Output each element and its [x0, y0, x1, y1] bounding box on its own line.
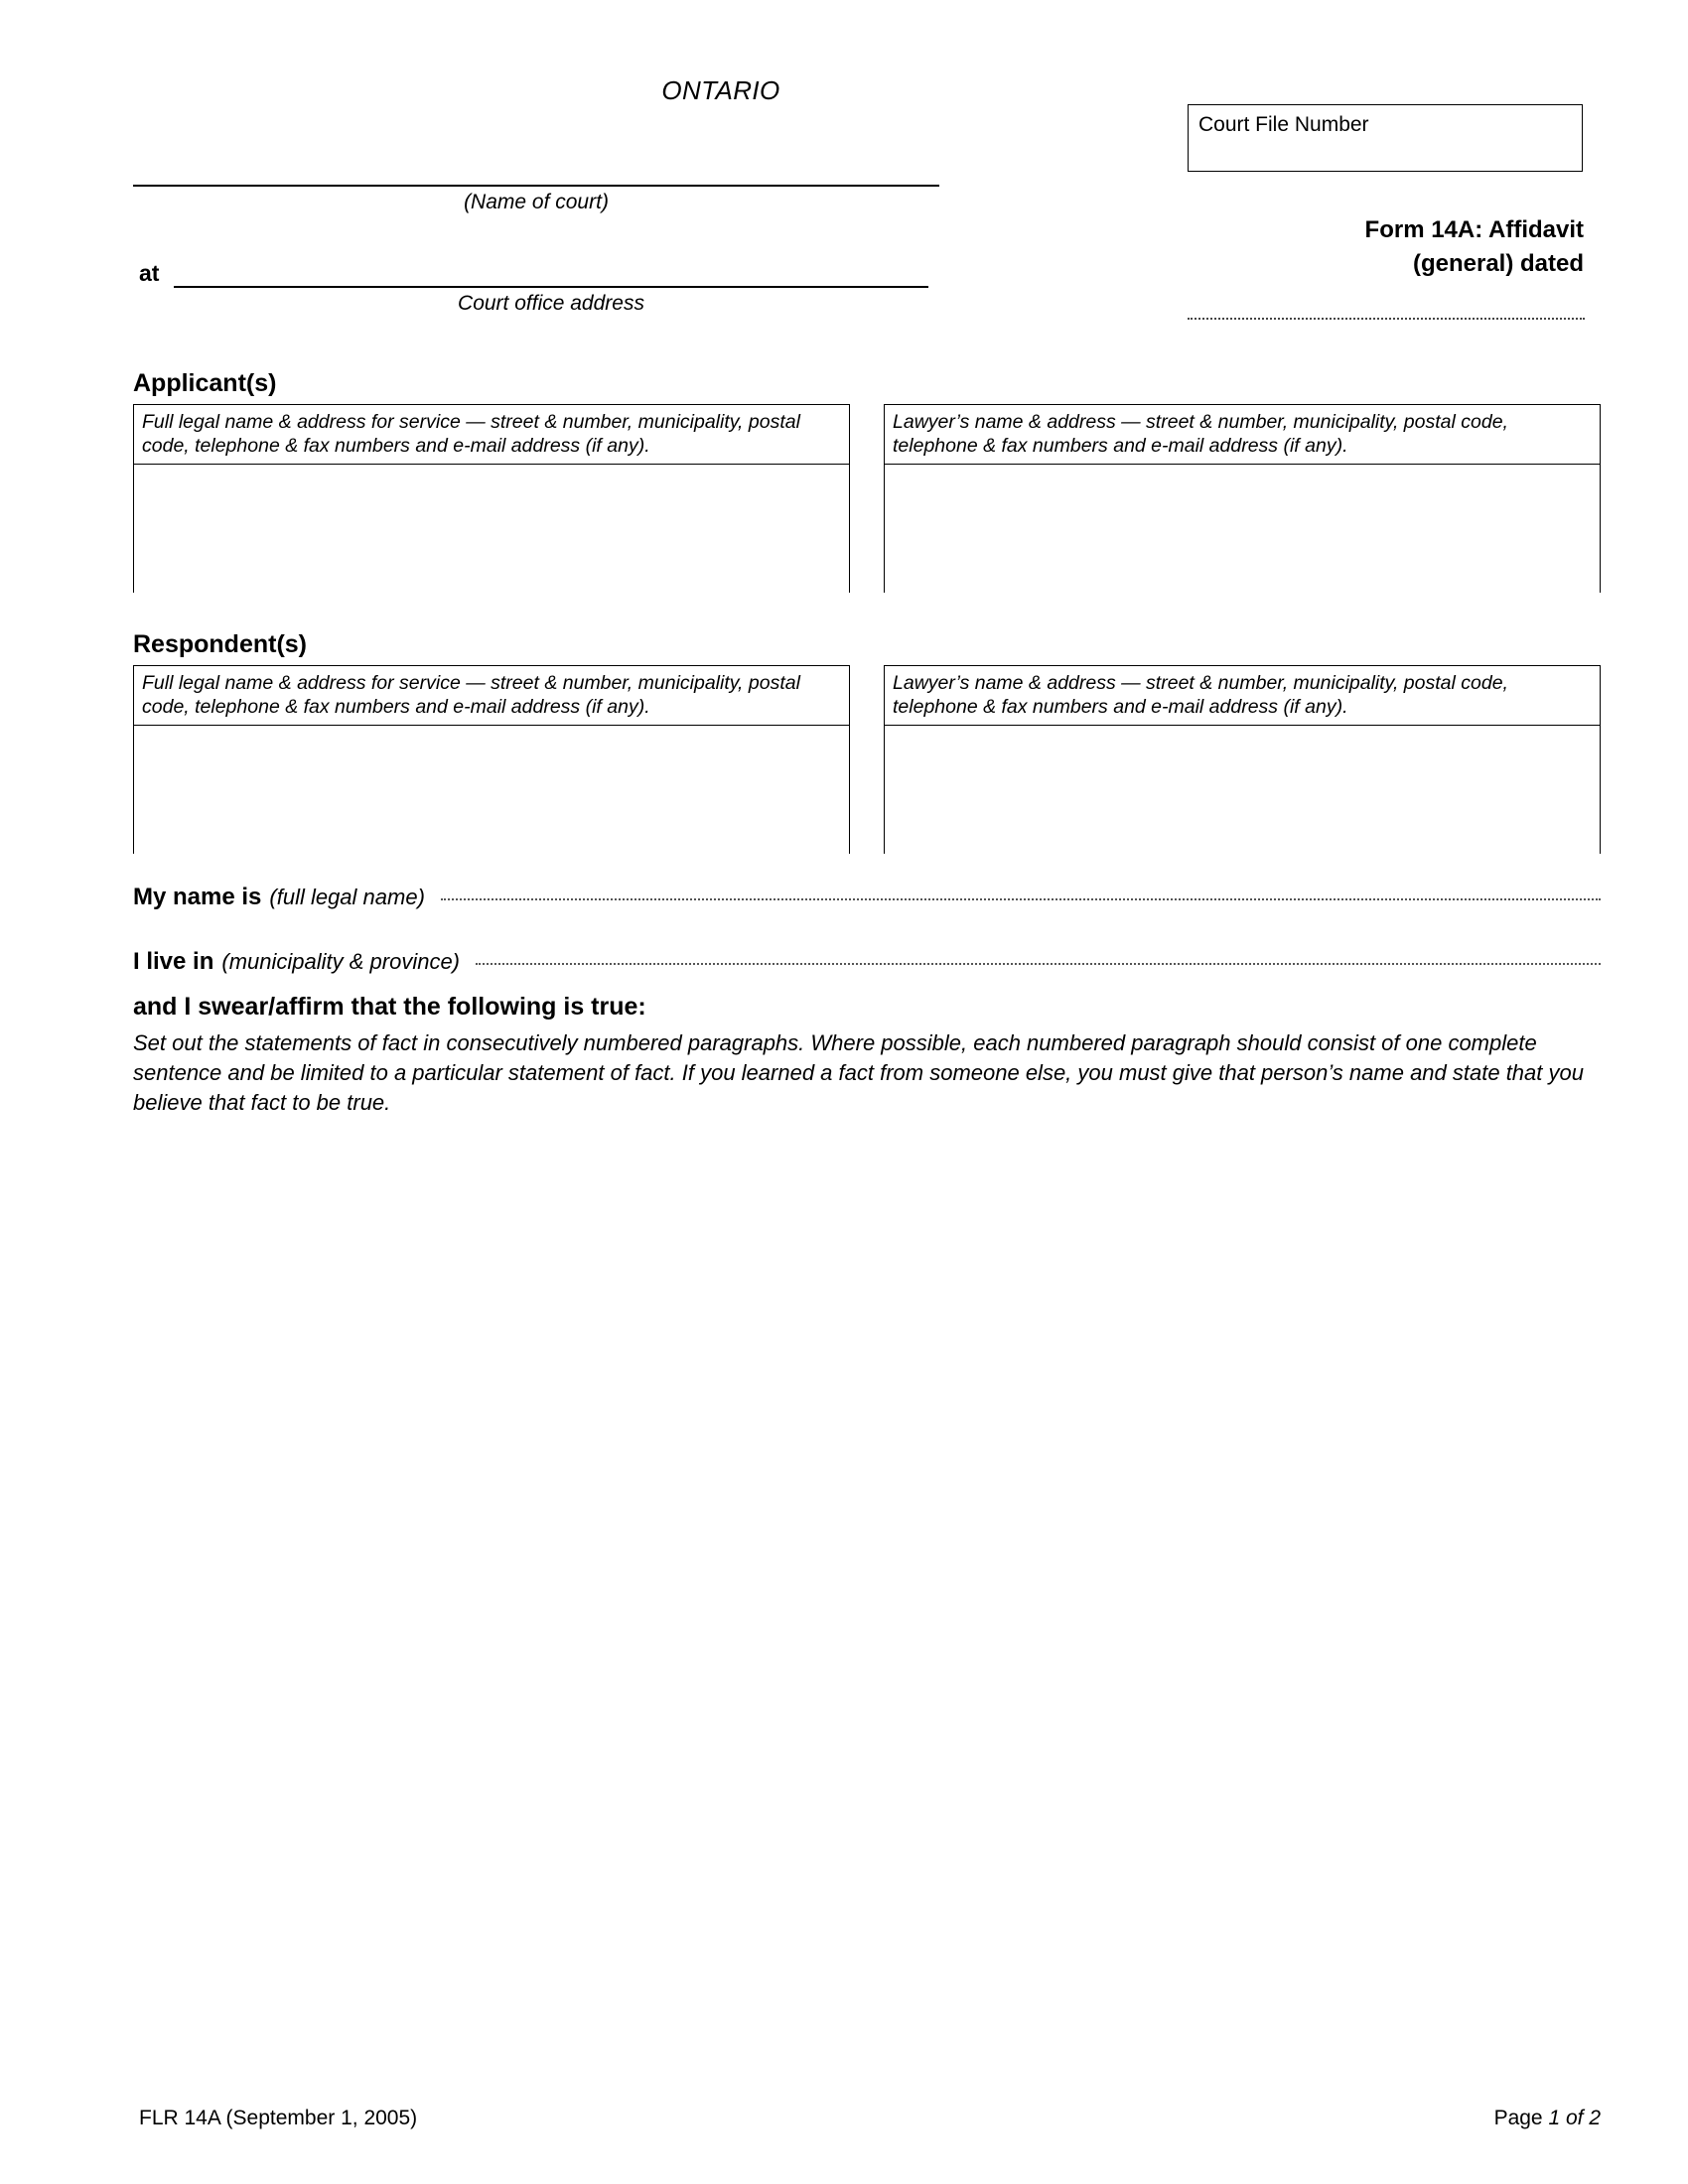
- applicant-lawyer-caption: Lawyer’s name & address — street & number, municipality, postal code, telephone & fax numbers and e-mail address (if any).: [885, 405, 1600, 465]
- respondent-lawyer-box[interactable]: [884, 665, 1601, 854]
- court-file-number-box[interactable]: [1188, 104, 1583, 172]
- respondent-party-caption: Full legal name & address for service — street & number, municipality, postal code, telephone & fax numbers and e-mail address (if any).: [134, 666, 849, 726]
- applicants-heading: Applicant(s): [133, 369, 277, 397]
- deponent-residence-label: I live in: [133, 948, 214, 975]
- court-office-address-fill-line[interactable]: [174, 286, 928, 288]
- deponent-residence-hint: (municipality & province): [221, 949, 461, 974]
- deponent-residence-input[interactable]: [476, 963, 1601, 965]
- footer-page-number: 1 of 2: [1548, 2107, 1601, 2129]
- affidavit-date-fill-line[interactable]: [1188, 318, 1585, 320]
- respondents-heading: Respondent(s): [133, 630, 307, 658]
- applicant-party-box[interactable]: [133, 404, 850, 593]
- deponent-name-input[interactable]: [441, 898, 1601, 900]
- deponent-residence-row: [133, 948, 1601, 976]
- court-name-caption: (Name of court): [464, 191, 609, 213]
- footer-page-prefix: Page: [1493, 2107, 1549, 2129]
- jurisdiction-heading: ONTARIO: [661, 75, 780, 105]
- deponent-name-label: My name is: [133, 884, 262, 910]
- swear-affirm-instructions: Set out the statements of fact in consecutively numbered paragraphs. Where possible, each numbered paragraph should consist of one complete sentence and be limited to a particular statement of fact. If you learned a fact from someone else, you must give that person’s name and state that you believe that fact to be true.: [133, 1030, 1584, 1115]
- footer-page-indicator: [1494, 2107, 1601, 2130]
- form-title-line-1: Form 14A: Affidavit: [1364, 216, 1584, 243]
- applicant-lawyer-box[interactable]: [884, 404, 1601, 593]
- respondent-party-box[interactable]: [133, 665, 850, 854]
- court-office-address-caption: Court office address: [458, 292, 644, 315]
- footer-form-code: FLR 14A (September 1, 2005): [139, 2107, 418, 2129]
- form-title: [1043, 213, 1584, 281]
- swear-affirm-heading: and I swear/affirm that the following is true:: [133, 993, 646, 1021]
- court-file-number-label: Court File Number: [1198, 113, 1369, 136]
- deponent-name-hint: (full legal name): [269, 885, 425, 909]
- at-label: at: [139, 260, 160, 286]
- court-name-fill-line[interactable]: [133, 185, 939, 187]
- applicant-party-caption: Full legal name & address for service — street & number, municipality, postal code, telephone & fax numbers and e-mail address (if any).: [134, 405, 849, 465]
- deponent-name-row: [133, 884, 1601, 911]
- form-title-line-2: (general) dated: [1412, 250, 1584, 277]
- respondent-lawyer-caption: Lawyer’s name & address — street & number, municipality, postal code, telephone & fax numbers and e-mail address (if any).: [885, 666, 1600, 726]
